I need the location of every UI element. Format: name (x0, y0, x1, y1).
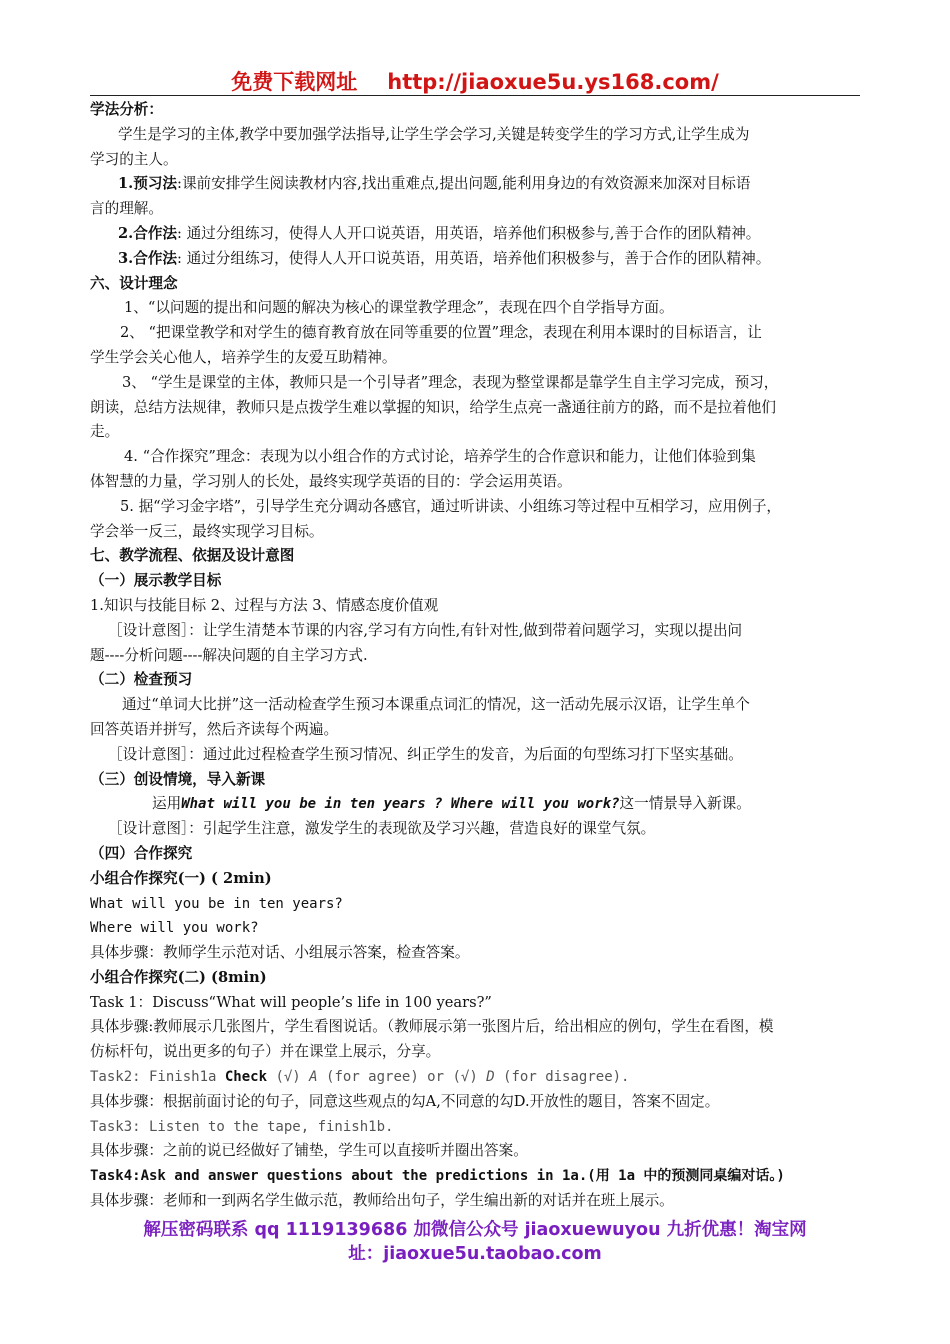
paragraph-line: ［设计意图］：引起学生注意，激发学生的表现欲及学习兴趣，营造良好的课堂气氛。 (108, 820, 656, 838)
paragraph-line: 学习的主人。 (90, 150, 178, 168)
paragraph-line: 学生是学习的主体,教学中要加强学法指导,让学生学会学习,关键是转变学生的学习方式,让学生成为 (118, 125, 750, 143)
document-body (90, 98, 862, 1214)
page-footer (90, 1218, 860, 1266)
paragraph-line: 言的理解。 (90, 200, 163, 218)
english-question: What will you be in ten years ? Where will you work? (181, 796, 620, 813)
paragraph-line (90, 247, 862, 272)
header-label: 免费下载网址 (231, 70, 358, 94)
paragraph-line: 4. “合作探究”理念：表现为以小组合作的方式讨论，培养学生的合作意识和能力，让他们体验到集 (124, 448, 756, 466)
term-text: : 通过分组练习，使得人人开口说英语，用英语，培养他们积极参与，善于合作的团队精神。 (177, 249, 771, 267)
task-line: Task 1：Discuss“What will people’s life in 100 years?” (90, 993, 492, 1011)
paragraph-line: 2、 “把课堂教学和对学生的德育教育放在同等重要的位置”理念，表现在利用本课时的目标语言，让 (120, 324, 762, 342)
task-line: Task3: Listen to the tape, finish1b. (90, 1118, 394, 1135)
paragraph-line (90, 172, 862, 197)
paragraph-line: 具体步骤:教师展示几张图片，学生看图说话。（教师展示第一张图片后，给出相应的例句，学生在看图，模 (90, 1018, 774, 1036)
text-run: 这一情景导入新课。 (619, 795, 751, 813)
group-heading: 小组合作探究(一) ( 2min) (90, 869, 272, 887)
paragraph-line: 题----分析问题----解决问题的自主学习方式. (90, 646, 368, 664)
subsection-heading: （三）创设情境，导入新课 (90, 770, 266, 788)
paragraph-line: 朗读，总结方法规律，教师只是点拨学生难以掌握的知识，给学生点亮一盏通往前方的路，而不是拉着他们 (90, 398, 776, 416)
text-run: Check (224, 1069, 268, 1086)
term-text: : 通过分组练习，使得人人开口说英语，用英语，培养他们积极参与,善于合作的团队精神。 (177, 224, 761, 242)
paragraph-line: 学生学会关心他人，培养学生的友爱互助精神。 (90, 348, 397, 366)
text-run: D (486, 1069, 495, 1086)
term: 1.预习法 (118, 175, 178, 193)
paragraph-line: 体智慧的力量，学习别人的长处，最终实现学英语的目的：学会运用英语。 (90, 472, 572, 490)
paragraph-line (90, 792, 862, 817)
text-run: Task2: Finish1a (90, 1069, 225, 1086)
text-run: (for disagree). (494, 1069, 630, 1086)
paragraph-line (90, 222, 862, 247)
text-run: (for agree) or (√) (317, 1069, 487, 1086)
paragraph-line: 学会举一反三，最终实现学习目标。 (90, 522, 324, 540)
group-heading: 小组合作探究(二) (8min) (90, 968, 267, 986)
subsection-heading: （二）检查预习 (90, 671, 193, 689)
paragraph-line: 具体步骤：根据前面讨论的句子，同意这些观点的勾A,不同意的勾D.开放性的题目，答案不固定。 (90, 1092, 720, 1110)
task-line: Task4:Ask and answer questions about the predictions in 1a.(用 1a 中的预测同桌编对话。) (90, 1168, 785, 1185)
header-url[interactable]: http://jiaoxue5u.ys168.com/ (387, 70, 719, 94)
paragraph-line: 5. 据“学习金字塔”，引导学生充分调动各感官，通过听讲读、小组练习等过程中互相学习，应用例子， (120, 497, 782, 515)
section-heading: 学法分析： (90, 101, 163, 118)
task-line (90, 1065, 862, 1090)
paragraph-line: ［设计意图］：让学生清楚本节课的内容,学习有方向性,有针对性,做到带着问题学习，实现以提出问 (108, 621, 743, 639)
english-line: What will you be in ten years? (90, 895, 343, 912)
text-run: (√) (267, 1069, 310, 1086)
paragraph-line: 具体步骤：教师学生示范对话、小组展示答案，检查答案。 (90, 944, 470, 962)
section-heading: 七、教学流程、依据及设计意图 (90, 547, 295, 565)
text-run: A (309, 1069, 318, 1086)
paragraph-line: 1.知识与技能目标 2、过程与方法 3、情感态度价值观 (90, 596, 439, 614)
subsection-heading: （四）合作探究 (90, 844, 193, 862)
footer-line[interactable]: 址：jiaoxue5u.taobao.com (348, 1244, 602, 1264)
paragraph-line: 走。 (90, 423, 120, 441)
term: 3.合作法 (118, 249, 178, 267)
text-run: 运用 (152, 795, 182, 813)
page-header (90, 66, 860, 96)
paragraph-line: 通过“单词大比拼”这一活动检查学生预习本课重点词汇的情况，这一活动先展示汉语，让学生单个 (122, 696, 750, 714)
header-divider (90, 95, 860, 96)
section-heading: 六、设计理念 (90, 274, 178, 292)
paragraph-line: 1、“以问题的提出和问题的解决为核心的课堂教学理念”，表现在四个自学指导方面。 (124, 299, 674, 317)
paragraph-line: 仿标杆句，说出更多的句子）并在课堂上展示，分享。 (90, 1043, 441, 1061)
paragraph-line: 3、 “学生是课堂的主体，教师只是一个引导者”理念，表现为整堂课都是靠学生自主学习完成，预习， (122, 373, 779, 391)
footer-line: 解压密码联系 qq 1119139686 加微信公众号 jiaoxuewuyou 九折优惠！淘宝网 (143, 1220, 807, 1240)
paragraph-line: 具体步骤：之前的说已经做好了铺垫，学生可以直接听并圈出答案。 (90, 1142, 528, 1160)
english-line: Where will you work? (90, 920, 259, 937)
term-text: :课前安排学生阅读教材内容,找出重难点,提出问题,能利用身边的有效资源来加深对目标语 (177, 175, 751, 193)
paragraph-line: 具体步骤：老师和一到两名学生做示范，教师给出句子，学生编出新的对话并在班上展示。 (90, 1192, 674, 1210)
subsection-heading: （一）展示教学目标 (90, 572, 222, 590)
paragraph-line: 回答英语并拼写，然后齐读每个两遍。 (90, 720, 339, 738)
term: 2.合作法 (118, 224, 178, 242)
paragraph-line: ［设计意图］：通过此过程检查学生预习情况、纠正学生的发音，为后面的句型练习打下坚实基础。 (108, 745, 743, 763)
